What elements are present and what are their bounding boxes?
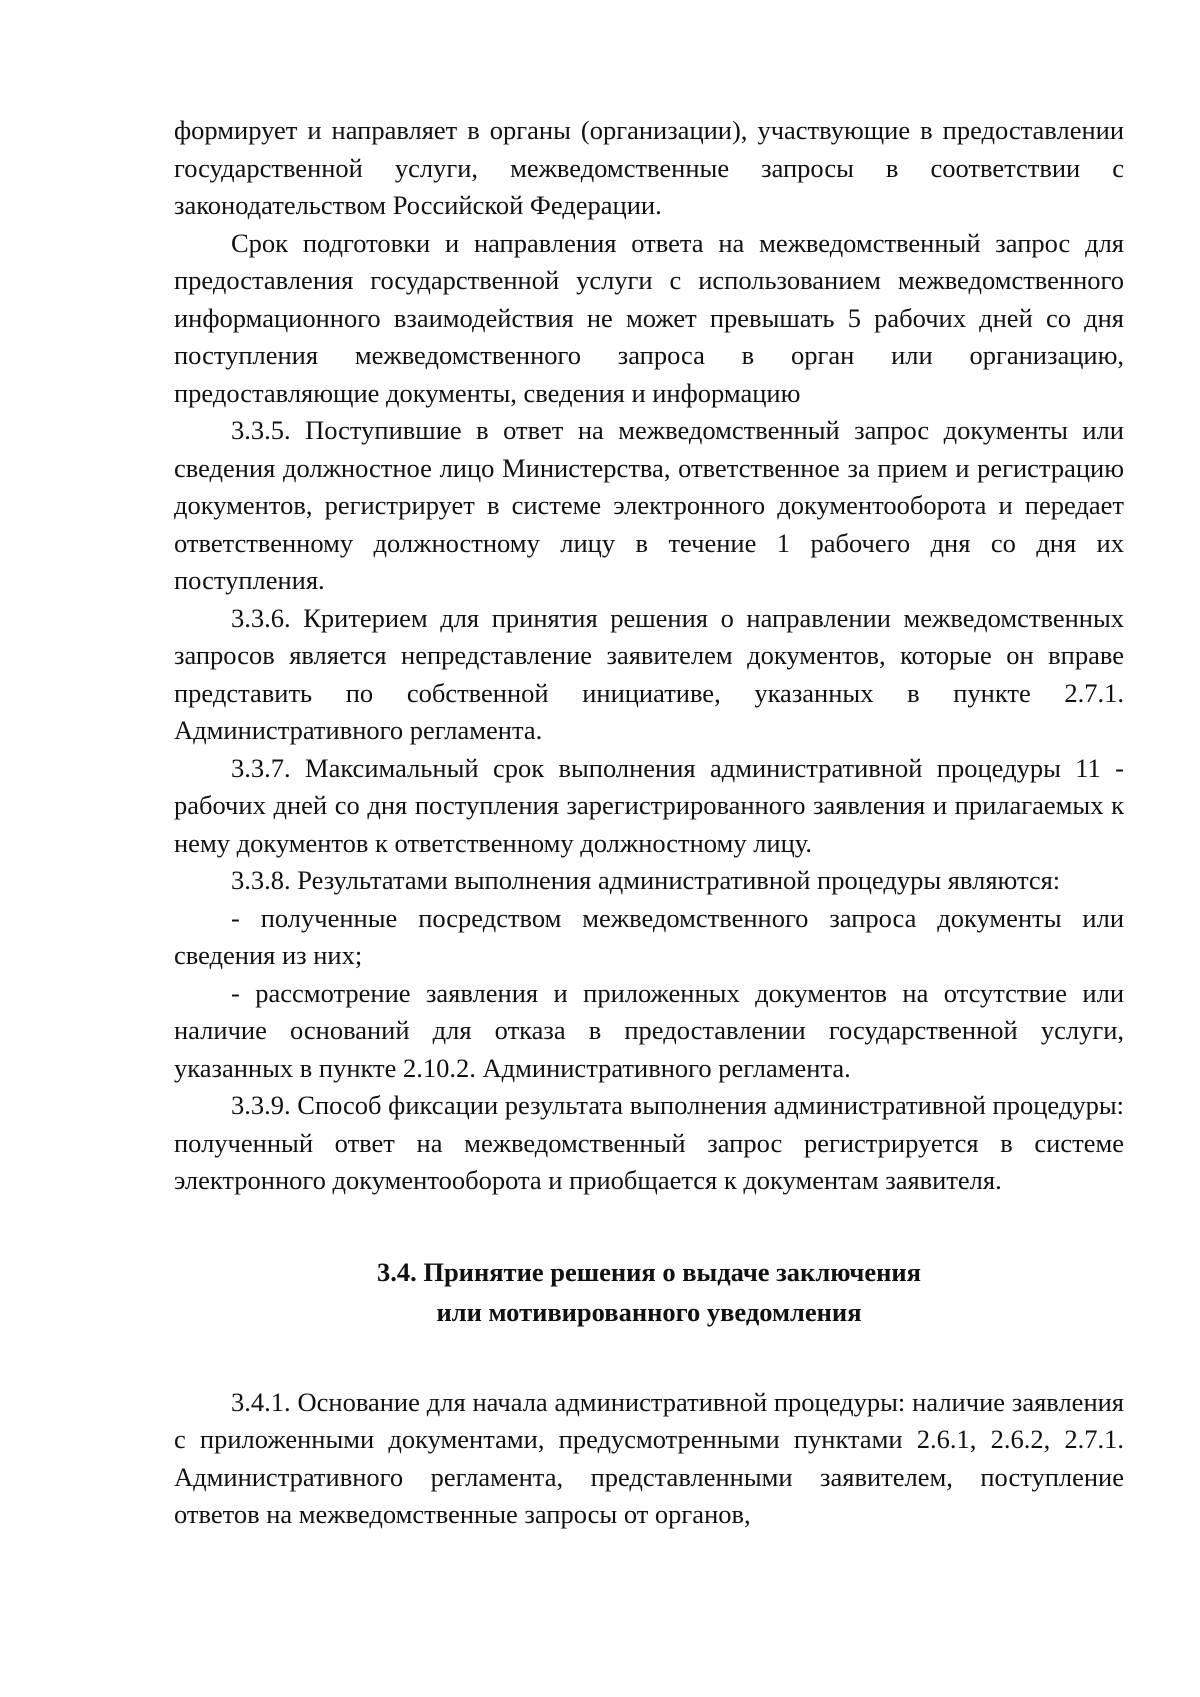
section-heading-line-1: 3.4. Принятие решения о выдаче заключения [376, 1256, 922, 1287]
paragraph-3-3-9: 3.3.9. Способ фиксации результата выполнения административной процедуры: полученный ответ на межведомственный запрос регистрируется в системе электронного документооборота и приобщается к документам заявителя. [174, 1090, 1124, 1195]
paragraph-3-3-6: 3.3.6. Критерием для принятия решения о направлении межведомственных запросов является непредставление заявителем документов, которые он вправе представить по собственной инициативе, указанных в пункте 2.7.1. Административного регламента. [174, 602, 1124, 745]
paragraph-3-3-7: 3.3.7. Максимальный срок выполнения административной процедуры 11 - рабочих дней со дня поступления зарегистрированного заявления и прилагаемых к нему документов к ответственному должностному лицу. [174, 752, 1124, 858]
paragraph-3-3-5: 3.3.5. Поступившие в ответ на межведомственный запрос документы или сведения должностное лицо Министерства, ответственное за прием и регистрацию документов, регистрирует в системе электронного документооборота и передает ответственному должностному лицу в течение 1 рабочего дня со дня их поступления. [174, 415, 1124, 595]
list-item-received-documents: - полученные посредством межведомственного запроса документы или сведения из них; [174, 902, 1124, 970]
paragraph-3-3-8: 3.3.8. Результатами выполнения административной процедуры являются: [231, 865, 1061, 895]
section-heading-3-4 [174, 1252, 1124, 1332]
document-page [174, 112, 1124, 1534]
paragraph-3-4-1: 3.4.1. Основание для начала административной процедуры: наличие заявления с приложенными документами, предусмотренными пунктами 2.6.1, 2.6.2, 2.7.1. Административного регламента, представленными заявителем, поступление ответов на межведомственные запросы от органов, [174, 1386, 1124, 1529]
paragraph-interagency-requests: формирует и направляет в органы (организации), участвующие в предоставлении государственной услуги, межведомственные запросы в соответствии с законодательством Российской Федерации. [174, 115, 1124, 220]
list-item-review-application: - рассмотрение заявления и приложенных документов на отсутствие или наличие оснований для отказа в предоставлении государственной услуги, указанных в пункте 2.10.2. Административного регламента. [174, 977, 1124, 1083]
section-heading-line-2: или мотивированного уведомления [436, 1296, 862, 1327]
paragraph-response-deadline: Срок подготовки и направления ответа на межведомственный запрос для предоставления государственной услуги с использованием межведомственного информационного взаимодействия не может превышать 5 рабочих дней со дня поступления межведомственного запроса в орган или организацию, предоставляющие документы, сведения и информацию [174, 227, 1124, 408]
